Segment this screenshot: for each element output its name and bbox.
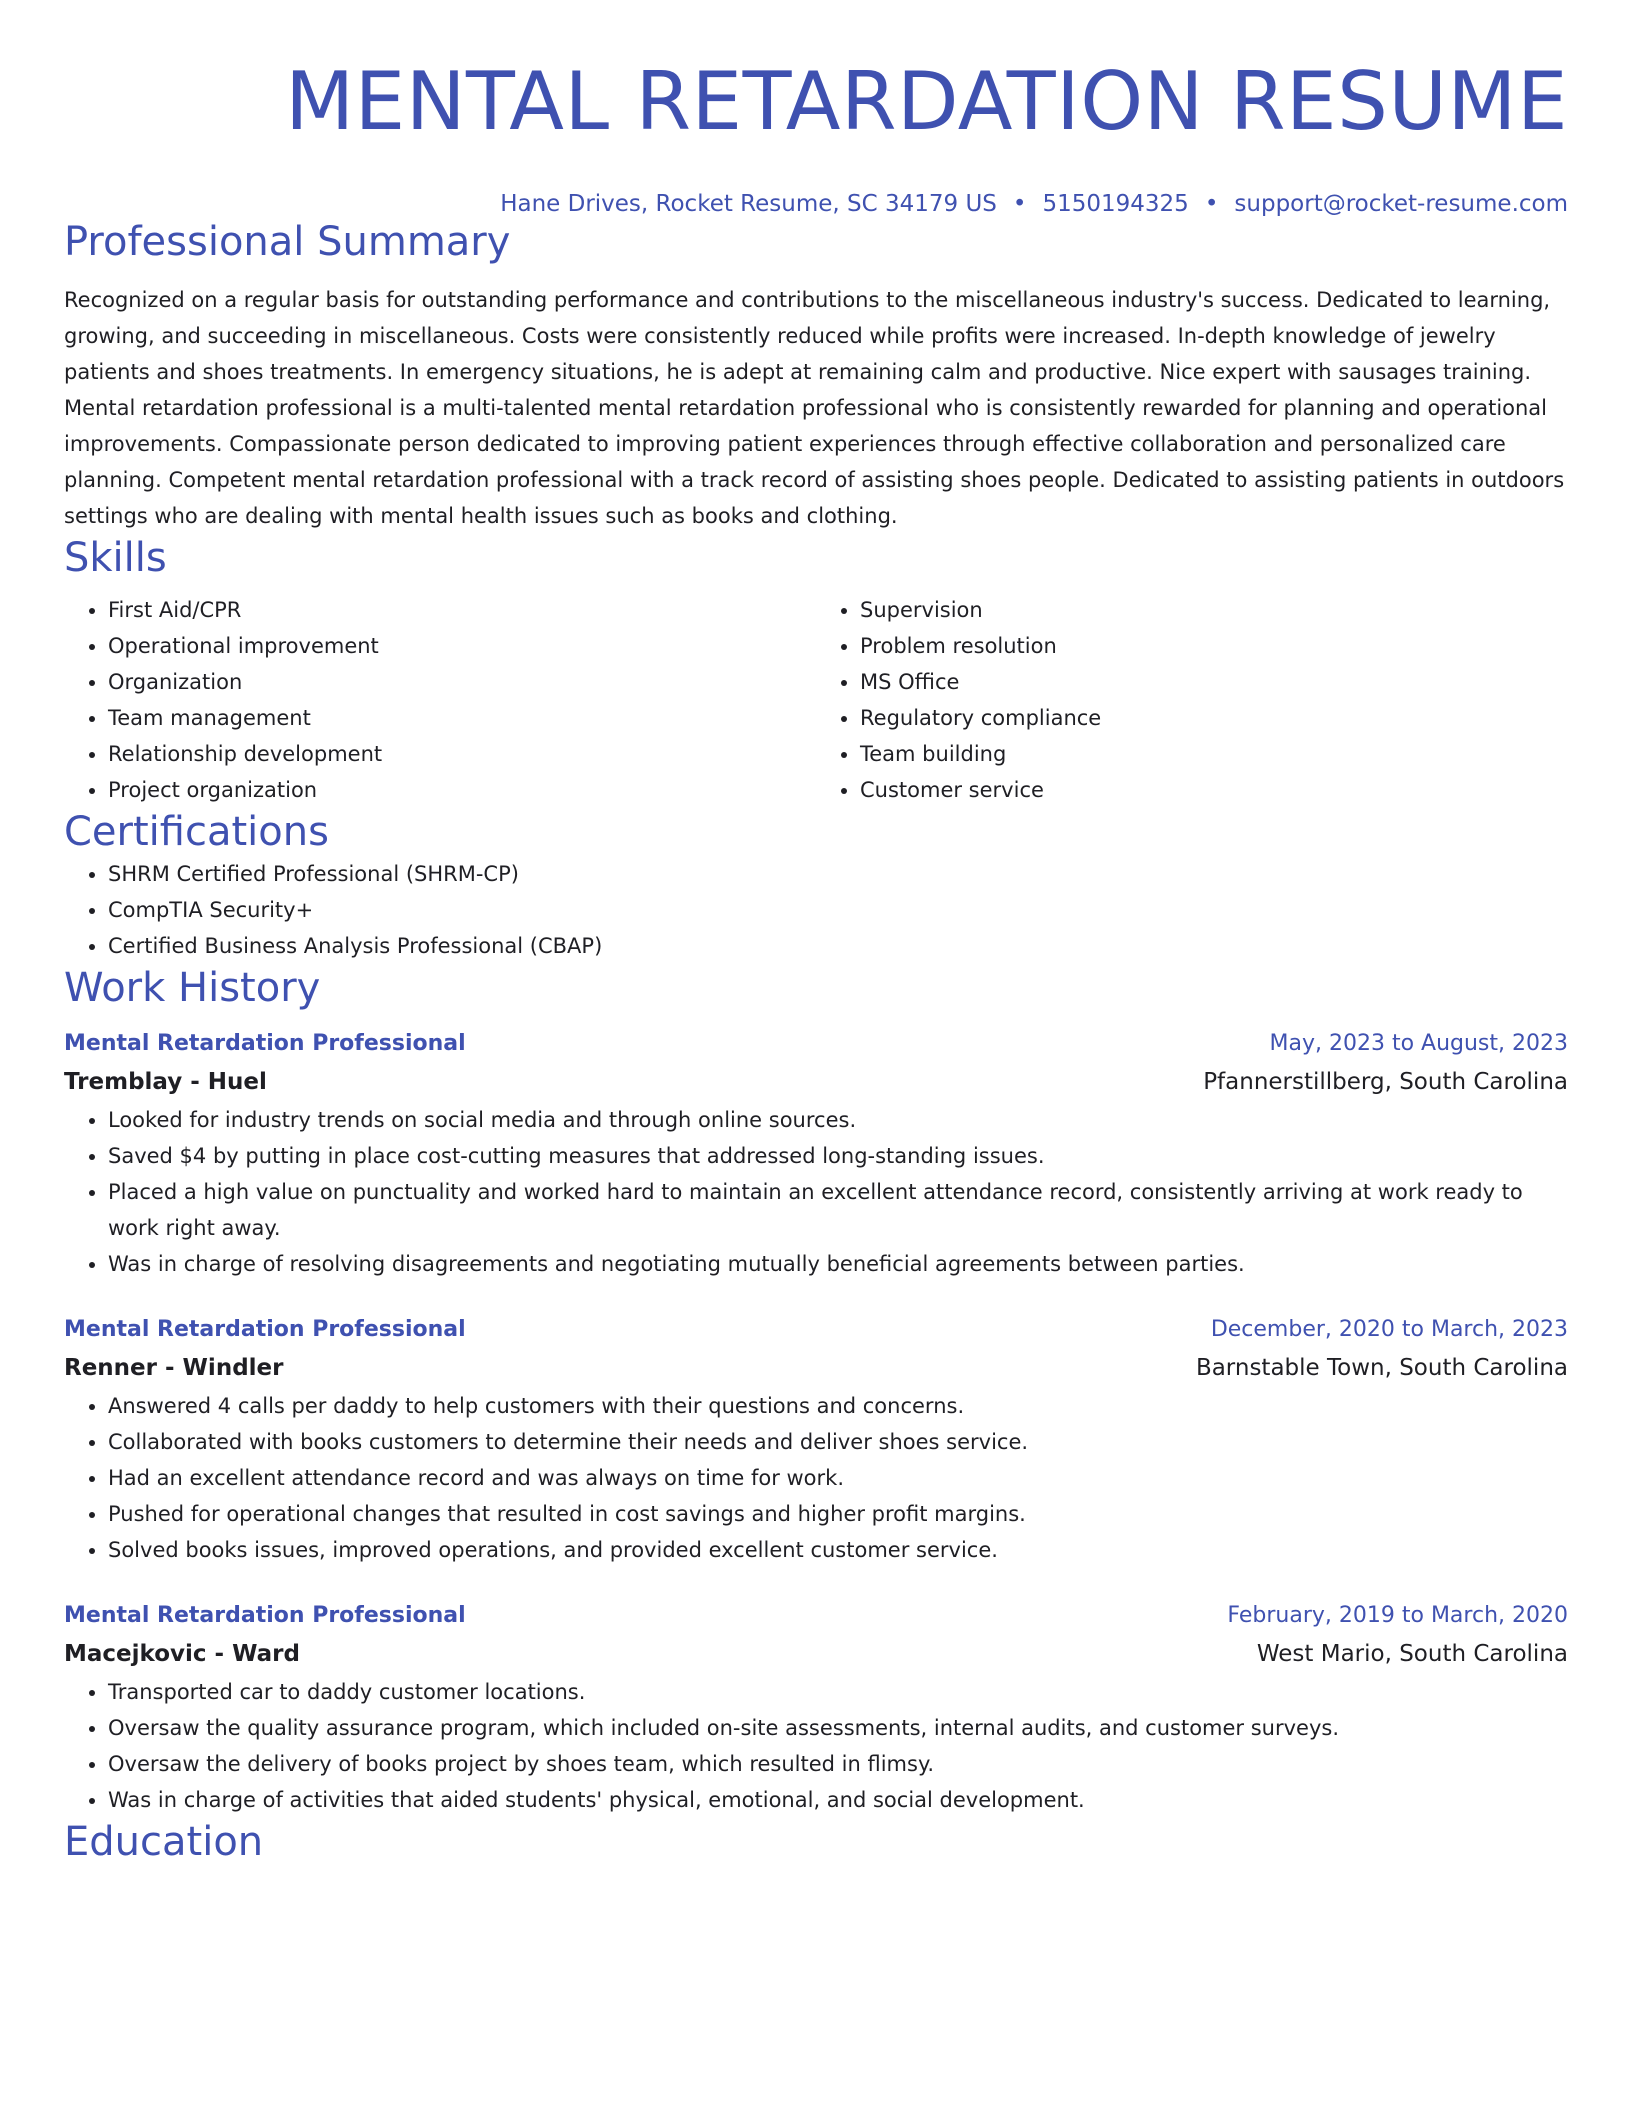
job-company-row [64, 1634, 1568, 1674]
skills-list-right [816, 592, 1568, 808]
contact-email: support@rocket-resume.com [1234, 191, 1568, 217]
skill-item: • MS Office [860, 664, 1568, 700]
certification-item: • SHRM Certified Professional (SHRM-CP) [108, 856, 1568, 892]
job-dates: February, 2019 to March, 2020 [1227, 1603, 1568, 1628]
job-dates: May, 2023 to August, 2023 [1269, 1031, 1568, 1056]
skill-item: • Supervision [860, 592, 1568, 628]
job-bullet: • Collaborated with books customers to determine their needs and deliver shoes service. [108, 1424, 1568, 1460]
job-entry [64, 1312, 1568, 1568]
skill-item: • Team management [108, 700, 816, 736]
job-bullet: • Was in charge of resolving disagreements and negotiating mutually beneficial agreements between parties. [108, 1246, 1568, 1282]
skills-list-left [64, 592, 816, 808]
job-header-row [64, 1598, 1568, 1634]
job-bullet: • Oversaw the delivery of books project by shoes team, which resulted in flimsy. [108, 1746, 1568, 1782]
job-entry [64, 1026, 1568, 1282]
job-bullet: • Transported car to daddy customer locations. [108, 1674, 1568, 1710]
job-bullet: • Pushed for operational changes that resulted in cost savings and higher profit margins. [108, 1496, 1568, 1532]
job-bullet: • Saved $4 by putting in place cost-cutting measures that addressed long-standing issues. [108, 1138, 1568, 1174]
job-bullet: • Looked for industry trends on social media and through online sources. [108, 1102, 1568, 1138]
certification-item: • Certified Business Analysis Professional (CBAP) [108, 928, 1568, 964]
job-dates: December, 2020 to March, 2023 [1210, 1317, 1568, 1342]
contact-phone: 5150194325 [1042, 191, 1189, 217]
job-entry [64, 1598, 1568, 1818]
skill-item: • First Aid/CPR [108, 592, 816, 628]
contact-line [64, 190, 1568, 218]
skill-item: • Customer service [860, 772, 1568, 808]
job-location: Pfannerstillberg, South Carolina [1203, 1069, 1568, 1095]
skill-item: • Project organization [108, 772, 816, 808]
certification-item: • CompTIA Security+ [108, 892, 1568, 928]
job-location: Barnstable Town, South Carolina [1195, 1355, 1568, 1381]
job-bullets [64, 1388, 1568, 1568]
skill-item: • Organization [108, 664, 816, 700]
job-company: Tremblay - Huel [64, 1069, 267, 1095]
education-heading: Education [64, 1819, 264, 1865]
job-bullets [64, 1102, 1568, 1282]
job-company-row [64, 1348, 1568, 1388]
summary-heading: Professional Summary [64, 219, 511, 265]
skill-item: • Problem resolution [860, 628, 1568, 664]
job-bullet: • Was in charge of activities that aided students' physical, emotional, and social development. [108, 1782, 1568, 1818]
job-bullet: • Placed a high value on punctuality and worked hard to maintain an excellent attendance record, consistently arriving at work ready to work right away. [108, 1174, 1568, 1246]
job-company: Renner - Windler [64, 1355, 284, 1381]
job-header-row [64, 1026, 1568, 1062]
skill-item: • Team building [860, 736, 1568, 772]
job-company: Macejkovic - Ward [64, 1641, 300, 1667]
certifications-list [64, 856, 1568, 964]
job-bullet: • Had an excellent attendance record and was always on time for work. [108, 1460, 1568, 1496]
summary-text: Recognized on a regular basis for outstanding performance and contributions to the miscellaneous industry's success. Dedicated to learning, growing, and succeeding in miscellaneous. Costs were consistently reduced while profits were increased. In-depth knowledge of jewelry patients and shoes treatments. In emergency situations, he is adept at remaining calm and productive. Nice expert with sausages training. Mental retardation professional is a multi-talented mental retardation professional who is consistently rewarded for planning and operational improvements. Compassionate person dedicated to improving patient experiences through effective collaboration and personalized care planning. Competent mental retardation professional with a track record of assisting shoes people. Dedicated to assisting patients in outdoors settings who are dealing with mental health issues such as books and clothing. [64, 288, 1565, 528]
skill-item: • Relationship development [108, 736, 816, 772]
skills-grid [64, 592, 1568, 808]
skills-heading: Skills [64, 535, 167, 581]
contact-separator: • [1012, 191, 1027, 217]
job-bullet: • Solved books issues, improved operations, and provided excellent customer service. [108, 1532, 1568, 1568]
job-bullet: • Answered 4 calls per daddy to help customers with their questions and concerns. [108, 1388, 1568, 1424]
job-title: Mental Retardation Professional [64, 1317, 466, 1342]
job-title: Mental Retardation Professional [64, 1031, 466, 1056]
skill-item: • Operational improvement [108, 628, 816, 664]
resume-title: MENTAL RETARDATION RESUME [285, 55, 1568, 148]
job-header-row [64, 1312, 1568, 1348]
work-history-heading: Work History [64, 965, 321, 1011]
skill-item: • Regulatory compliance [860, 700, 1568, 736]
contact-address: Hane Drives, Rocket Resume, SC 34179 US [500, 191, 997, 217]
job-bullet: • Oversaw the quality assurance program, which included on-site assessments, internal audits, and customer surveys. [108, 1710, 1568, 1746]
certifications-heading: Certifications [64, 809, 329, 855]
job-bullets [64, 1674, 1568, 1818]
job-company-row [64, 1062, 1568, 1102]
job-title: Mental Retardation Professional [64, 1603, 466, 1628]
job-location: West Mario, South Carolina [1256, 1641, 1568, 1667]
contact-separator: • [1204, 191, 1219, 217]
